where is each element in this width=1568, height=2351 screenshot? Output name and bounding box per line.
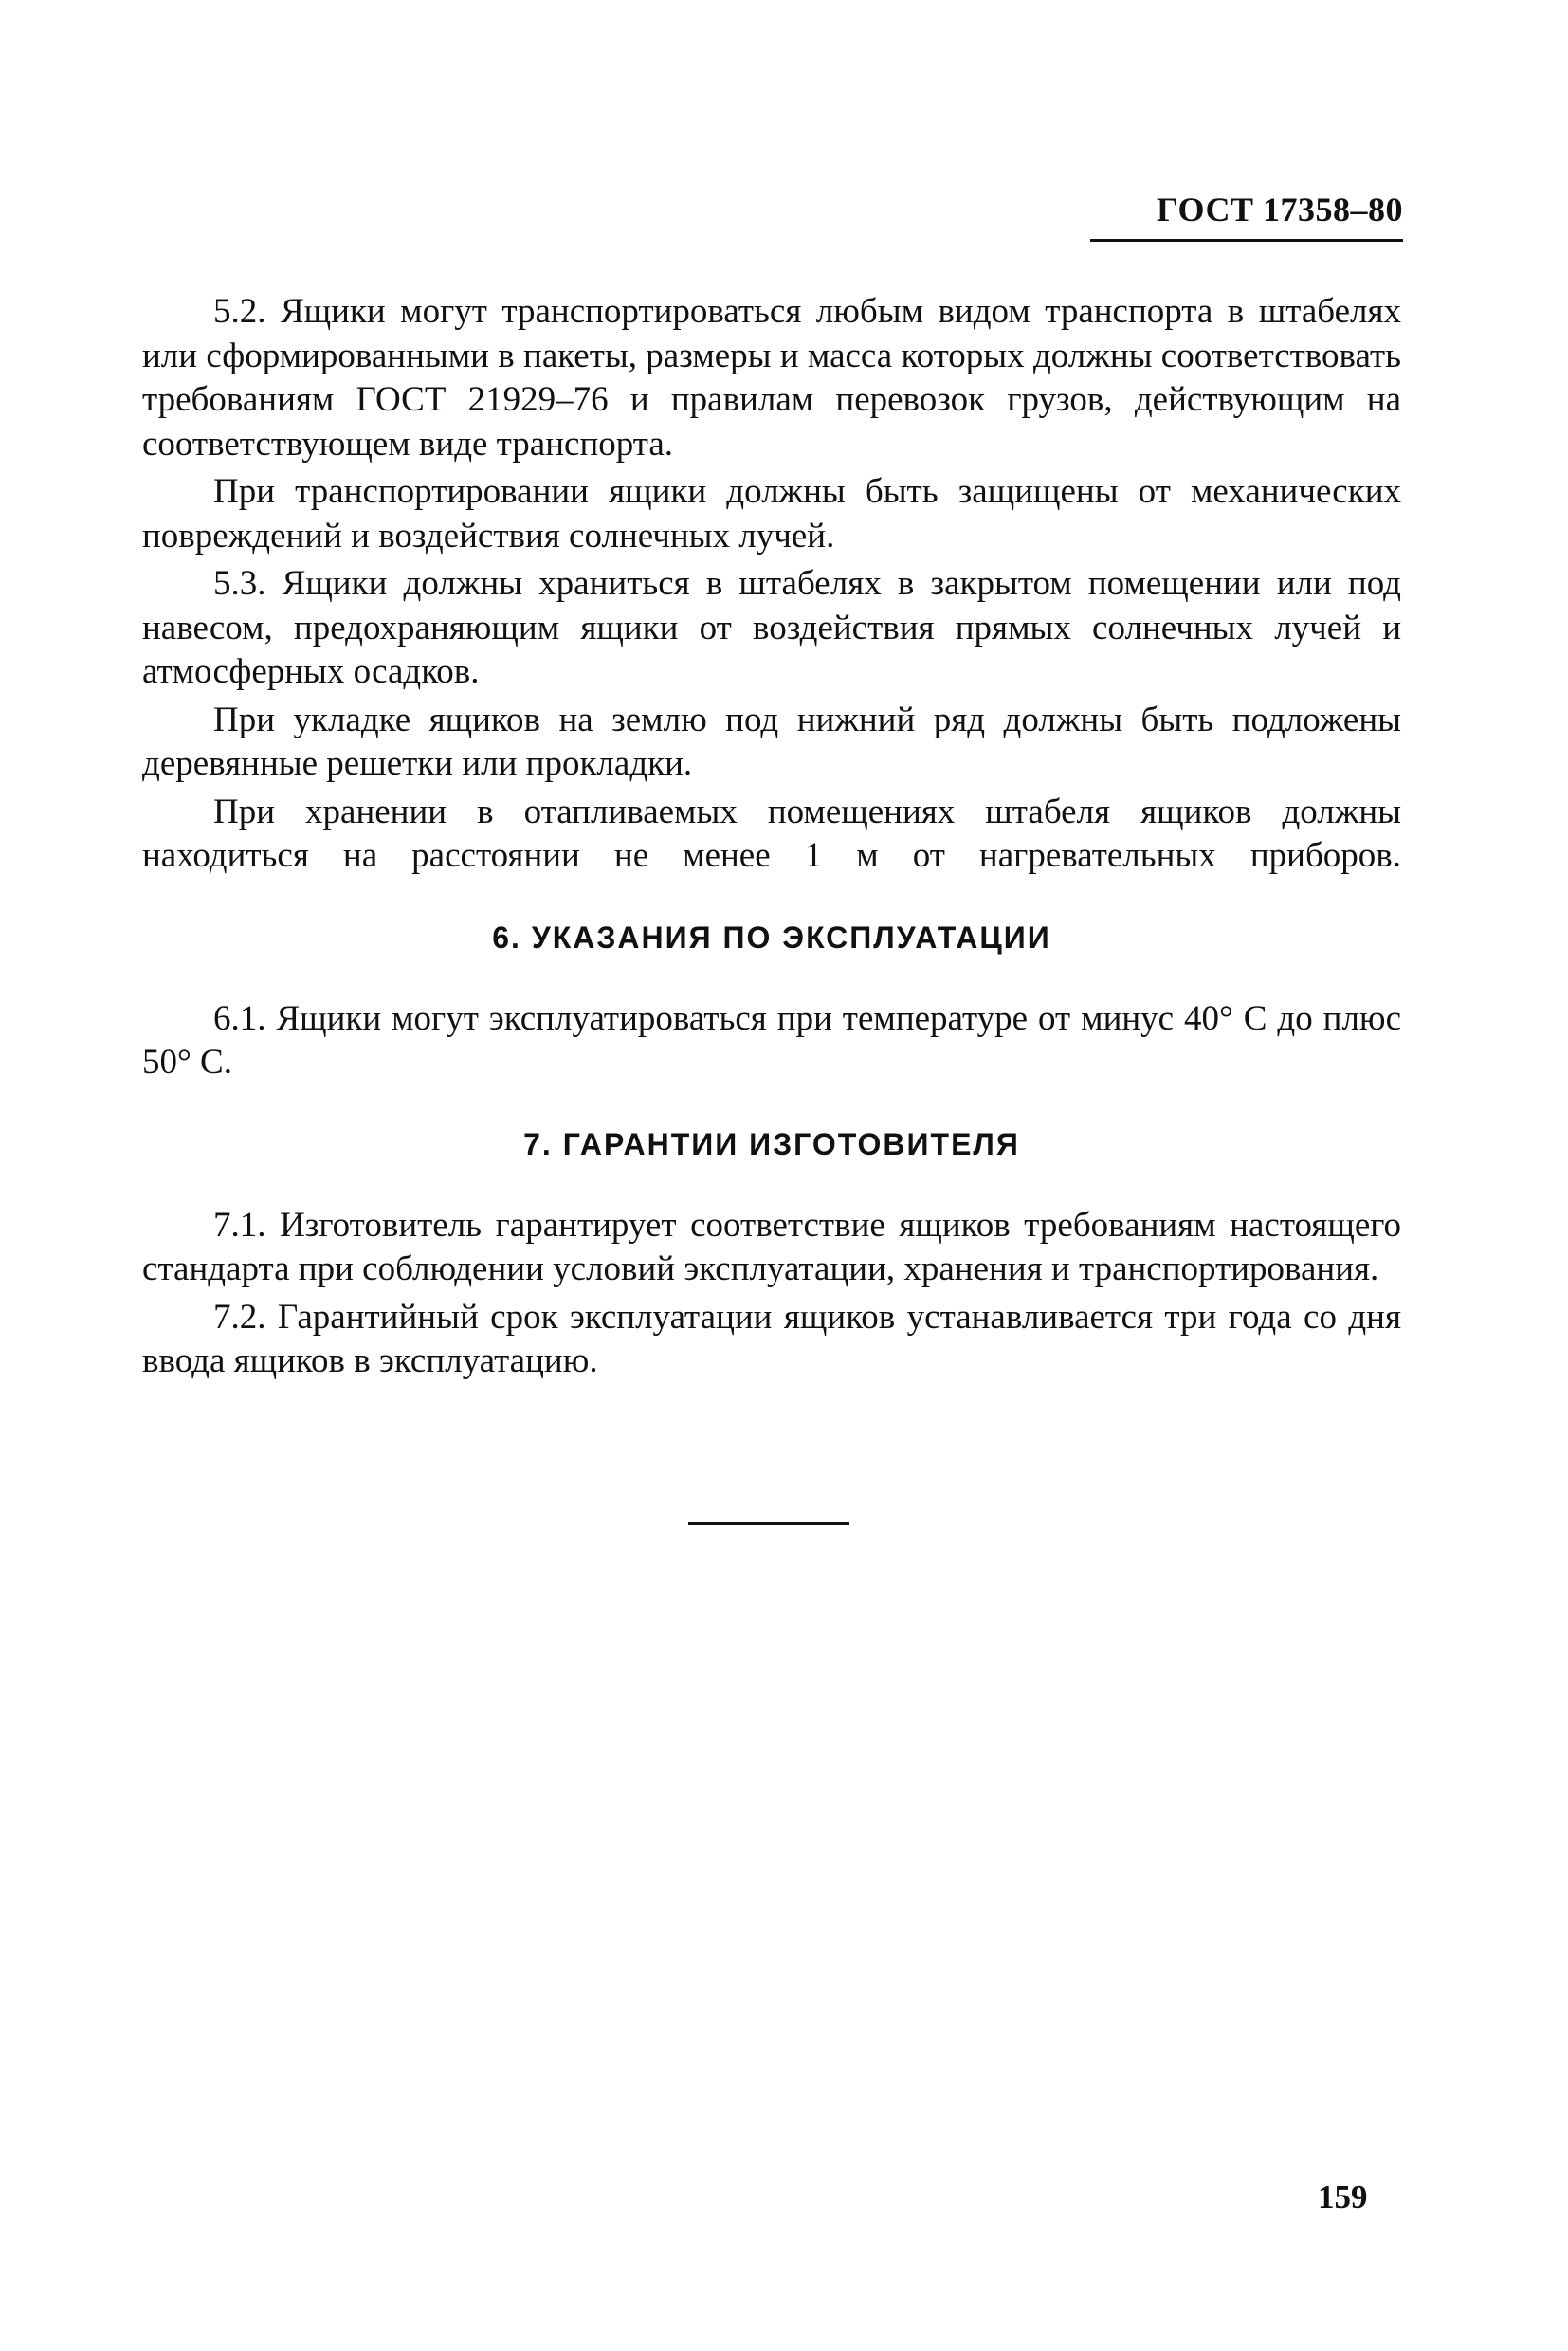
paragraph-5-3-heated-storage: При хранении в отапливаемых помещениях штабеля ящиков должны находиться на расстоянии не менее 1 м от нагревательных приборов. [142,792,1401,875]
document-code-header: ГОСТ 17358–80 [1090,190,1403,242]
section-7-title: 7. ГАРАНТИИ ИЗГОТОВИТЕЛЯ [523,1126,1020,1161]
page-number: 159 [1318,2178,1368,2215]
paragraph-7-1: 7.1. Изготовитель гарантирует соответствие ящиков требованиям настоящего стандарта при соблюдении условий эксплуатации, хранения и транспортирования. [142,1205,1401,1288]
paragraph-5-2: 5.2. Ящики могут транспортироваться любым видом транспорта в штабелях или сформированными в пакеты, размеры и масса которых должны соответствовать требованиям ГОСТ 21929–76 и правилам перевозок грузов, действующим на соответствующем виде транспорта. [142,292,1401,464]
document-body [142,290,1401,1388]
end-of-text-rule [688,1522,849,1525]
paragraph-6-1: 6.1. Ящики могут эксплуатироваться при температуре от минус 40° С до плюс 50° С. [142,998,1401,1082]
paragraph-5-3-ground-stacking: При укладке ящиков на землю под нижний ряд должны быть подложены деревянные решетки или прокладки. [142,700,1401,783]
paragraph-7-2: 7.2. Гарантийный срок эксплуатации ящиков устанавливается три года со дня ввода ящиков в эксплуатацию. [142,1297,1401,1380]
paragraph-5-3: 5.3. Ящики должны храниться в штабелях в закрытом помещении или под навесом, предохраняющим ящики от воздействия прямых солнечных лучей и атмосферных осадков. [142,564,1401,691]
section-6-title: 6. УКАЗАНИЯ ПО ЭКСПЛУАТАЦИИ [492,920,1051,955]
paragraph-5-2-transport-protection: При транспортировании ящики должны быть защищены от механических повреждений и воздействия солнечных лучей. [142,472,1401,556]
